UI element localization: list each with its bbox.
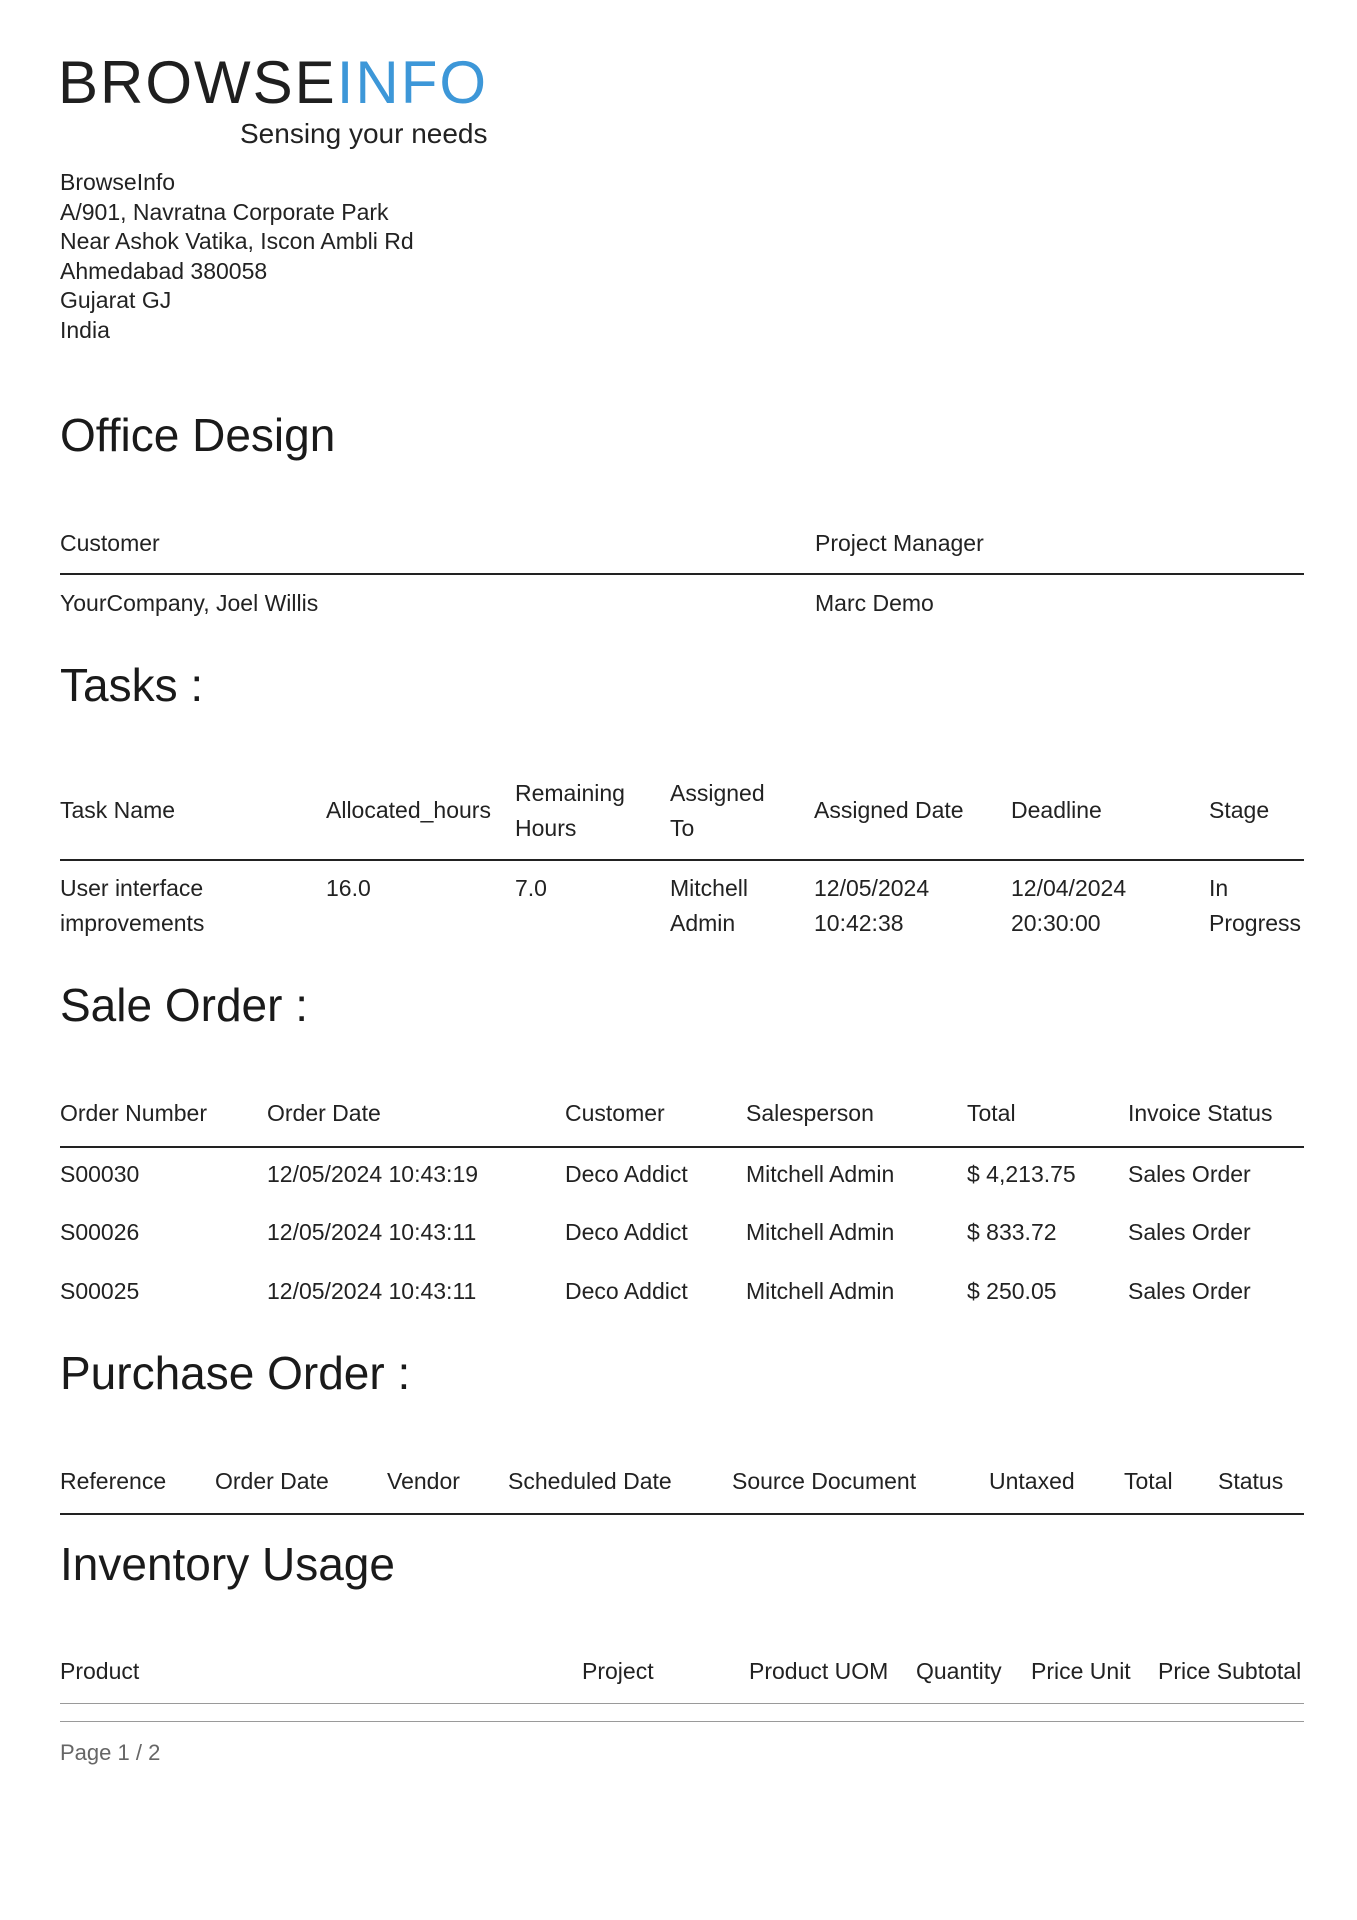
inventory-header-product: Product	[60, 1658, 140, 1684]
purchase-header-status: Status	[1218, 1468, 1284, 1494]
tasks-header-assigned: Assigned	[670, 780, 765, 806]
sale-order-salesperson: Mitchell Admin	[746, 1219, 895, 1245]
sale-order-title: Sale Order :	[60, 979, 308, 1031]
sale-order-number: S00030	[60, 1161, 140, 1187]
inventory-header-price-unit: Price Unit	[1031, 1658, 1131, 1684]
purchase-header-divider	[60, 1513, 1304, 1515]
sale-order-total: $ 4,213.75	[967, 1161, 1076, 1187]
sale-order-date: 12/05/2024 10:43:11	[267, 1278, 477, 1304]
task-assigned-time: 10:42:38	[814, 910, 904, 936]
sale-header-salesperson: Salesperson	[746, 1100, 874, 1126]
sale-order-customer: Deco Addict	[565, 1161, 688, 1187]
sale-order-salesperson: Mitchell Admin	[746, 1278, 895, 1304]
tasks-header-stage: Stage	[1209, 797, 1270, 823]
sale-header-total: Total	[967, 1100, 1016, 1126]
inventory-header-subtotal: Price Subtotal	[1158, 1658, 1302, 1684]
tasks-header-remaining-2: Hours	[515, 815, 577, 841]
sale-order-total: $ 250.05	[967, 1278, 1057, 1304]
sale-header-number: Order Number	[60, 1100, 207, 1126]
logo-tagline: Sensing your needs	[240, 118, 488, 149]
task-name-2: improvements	[60, 910, 205, 936]
task-deadline: 12/04/2024	[1011, 875, 1127, 901]
logo-part-browse: BROWSE	[58, 49, 337, 116]
inventory-header-uom: Product UOM	[749, 1658, 889, 1684]
info-divider	[60, 573, 1304, 575]
task-remaining: 7.0	[515, 875, 547, 901]
tasks-header-remaining: Remaining	[515, 780, 625, 806]
task-stage-2: Progress	[1209, 910, 1302, 936]
tasks-header-assigned-2: To	[670, 815, 695, 841]
task-allocated: 16.0	[326, 875, 371, 901]
task-deadline-time: 20:30:00	[1011, 910, 1101, 936]
tasks-header-allocated: Allocated_hours	[326, 797, 491, 823]
address-line: Ahmedabad 380058	[60, 257, 268, 284]
customer-label: Customer	[60, 530, 160, 556]
task-assigned-date: 12/05/2024	[814, 875, 930, 901]
task-stage: In	[1209, 875, 1229, 901]
address-line: A/901, Navratna Corporate Park	[60, 198, 389, 225]
sale-order-date: 12/05/2024 10:43:19	[267, 1161, 479, 1187]
tasks-header-divider	[60, 859, 1304, 861]
purchase-header-vendor: Vendor	[387, 1468, 460, 1494]
sale-order-total: $ 833.72	[967, 1219, 1057, 1245]
sale-order-invoice-status: Sales Order	[1128, 1219, 1251, 1245]
sale-header-customer: Customer	[565, 1100, 665, 1126]
inventory-header-project: Project	[582, 1658, 654, 1684]
inventory-header-quantity: Quantity	[916, 1658, 1002, 1684]
inventory-title: Inventory Usage	[60, 1538, 395, 1590]
sale-order-date: 12/05/2024 10:43:11	[267, 1219, 477, 1245]
purchase-order-title: Purchase Order :	[60, 1347, 411, 1399]
tasks-header-assigned-date: Assigned Date	[814, 797, 964, 823]
task-name: User interface	[60, 875, 204, 901]
customer-value: YourCompany, Joel Willis	[60, 590, 319, 616]
sale-order-salesperson: Mitchell Admin	[746, 1161, 895, 1187]
task-assigned-2: Admin	[670, 910, 736, 936]
purchase-header-date: Order Date	[215, 1468, 329, 1494]
sale-header-date: Order Date	[267, 1100, 381, 1126]
sale-order-invoice-status: Sales Order	[1128, 1278, 1251, 1304]
project-title: Office Design	[60, 409, 336, 461]
task-assigned: Mitchell	[670, 875, 748, 901]
sale-order-customer: Deco Addict	[565, 1219, 688, 1245]
address-line: India	[60, 316, 110, 343]
sale-header-divider	[60, 1146, 1304, 1148]
page-number: Page 1 / 2	[60, 1740, 161, 1765]
footer-divider	[60, 1721, 1304, 1722]
sale-order-invoice-status: Sales Order	[1128, 1161, 1251, 1187]
inventory-header-divider	[60, 1703, 1304, 1704]
purchase-header-reference: Reference	[60, 1468, 167, 1494]
sale-header-invoice-status: Invoice Status	[1128, 1100, 1273, 1126]
company-logo	[58, 49, 489, 149]
purchase-header-untaxed: Untaxed	[989, 1468, 1075, 1494]
sale-order-number: S00025	[60, 1278, 140, 1304]
purchase-header-scheduled: Scheduled Date	[508, 1468, 672, 1494]
project-manager-value: Marc Demo	[815, 590, 934, 616]
logo-part-info: INFO	[336, 49, 489, 116]
tasks-title: Tasks :	[60, 659, 204, 711]
tasks-header-deadline: Deadline	[1011, 797, 1102, 823]
purchase-header-source: Source Document	[732, 1468, 917, 1494]
sale-order-customer: Deco Addict	[565, 1278, 688, 1304]
address-line: Near Ashok Vatika, Iscon Ambli Rd	[60, 228, 414, 254]
logo-wordmark	[58, 49, 489, 116]
purchase-header-total: Total	[1124, 1468, 1173, 1494]
company-address	[60, 168, 414, 345]
address-line: Gujarat GJ	[60, 287, 172, 313]
sale-order-number: S00026	[60, 1219, 140, 1245]
project-manager-label: Project Manager	[815, 530, 984, 556]
company-name: BrowseInfo	[60, 169, 176, 195]
tasks-header-task-name: Task Name	[60, 797, 176, 823]
